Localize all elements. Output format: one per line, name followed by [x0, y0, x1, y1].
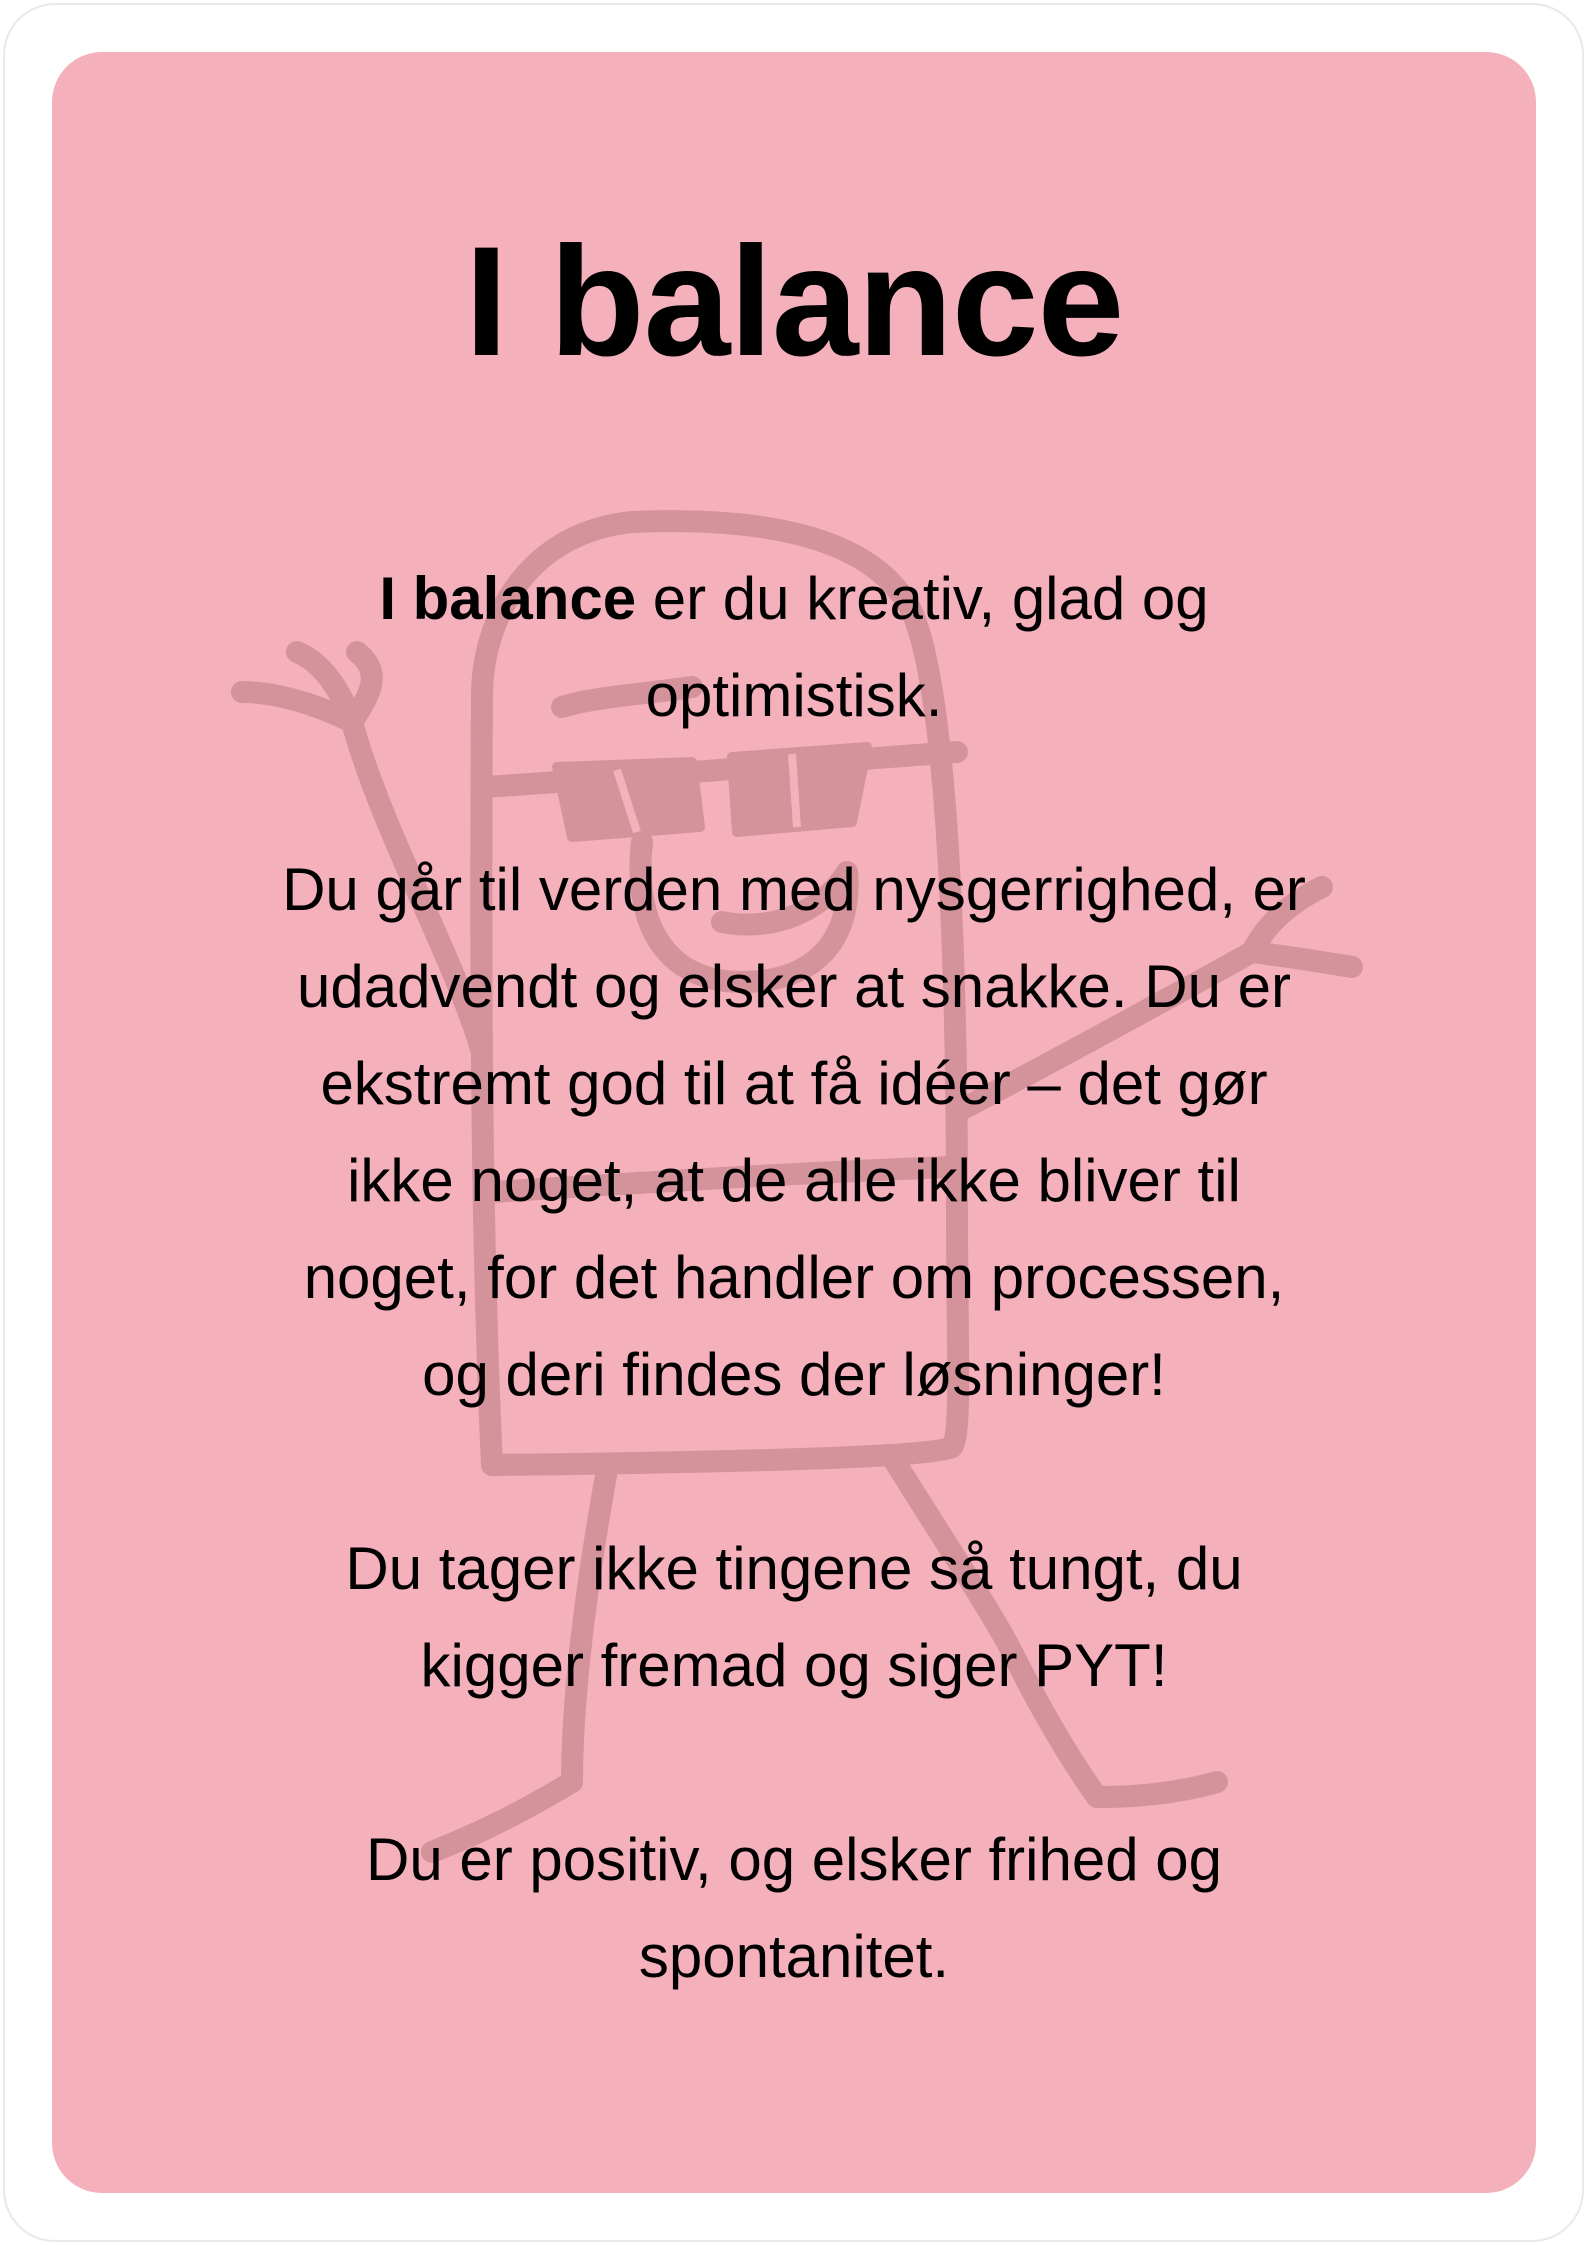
- intro-paragraph: [152, 550, 1436, 744]
- intro-bold: I balance: [379, 565, 637, 632]
- paragraph-line: ikke noget, at de alle ikke bliver til: [347, 1147, 1241, 1214]
- paragraph-line: noget, for det handler om processen,: [303, 1244, 1285, 1311]
- paragraph-pyt: [152, 1520, 1436, 1714]
- paragraph-line: kigger fremad og siger PYT!: [420, 1632, 1168, 1699]
- paragraph-positive: [152, 1811, 1436, 2005]
- paragraph-curiosity: [152, 841, 1436, 1423]
- paragraph-line: Du tager ikke tingene så tungt, du: [345, 1535, 1243, 1602]
- paragraph-line: udadvendt og elsker at snakke. Du er: [297, 953, 1291, 1020]
- paragraph-line: spontanitet.: [638, 1923, 950, 1990]
- paragraph-line: og deri findes der løsninger!: [422, 1341, 1166, 1408]
- card-body: [152, 550, 1436, 2005]
- intro-line1-rest: er du kreativ, glad og: [636, 565, 1209, 632]
- card-title: I balance: [464, 215, 1124, 389]
- paragraph-line: ekstremt god til at få idéer – det gør: [320, 1050, 1268, 1117]
- personality-card: [52, 52, 1536, 2193]
- intro-line2: optimistisk.: [645, 662, 943, 729]
- paragraph-line: Du går til verden med nysgerrighed, er: [282, 856, 1306, 923]
- paragraph-line: Du er positiv, og elsker frihed og: [366, 1826, 1222, 1893]
